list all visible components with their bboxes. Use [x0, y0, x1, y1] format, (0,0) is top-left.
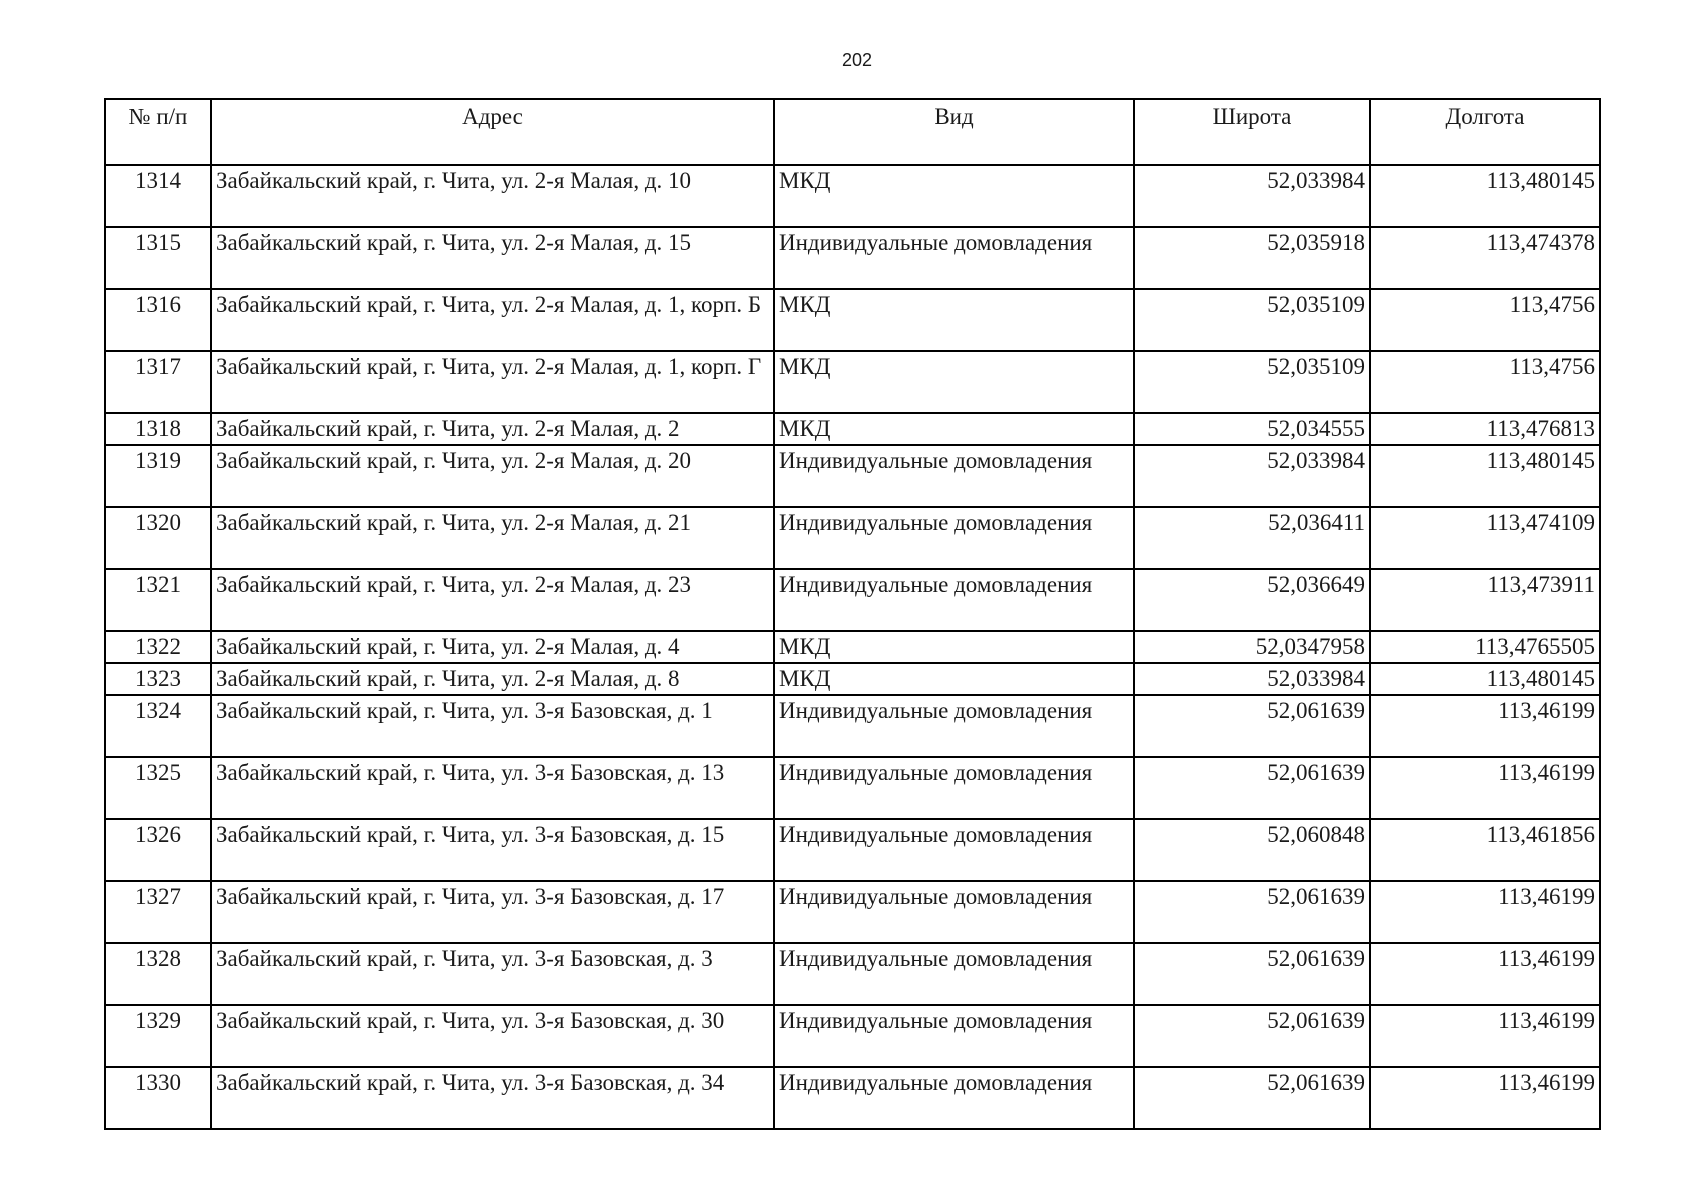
cell-latitude: 52,034555 — [1134, 413, 1370, 445]
cell-latitude: 52,033984 — [1134, 165, 1370, 227]
cell-kind: МКД — [774, 631, 1134, 663]
header-longitude: Долгота — [1370, 99, 1600, 165]
table-row — [105, 289, 1600, 351]
header-latitude: Широта — [1134, 99, 1370, 165]
cell-address: Забайкальский край, г. Чита, ул. 2-я Малая, д. 20 — [211, 445, 774, 507]
cell-latitude: 52,060848 — [1134, 819, 1370, 881]
table-row — [105, 631, 1600, 663]
cell-address: Забайкальский край, г. Чита, ул. 3-я Базовская, д. 15 — [211, 819, 774, 881]
cell-address: Забайкальский край, г. Чита, ул. 3-я Базовская, д. 34 — [211, 1067, 774, 1129]
cell-number: 1317 — [105, 351, 211, 413]
table-row — [105, 445, 1600, 507]
cell-number: 1328 — [105, 943, 211, 1005]
table-row — [105, 569, 1600, 631]
cell-number: 1315 — [105, 227, 211, 289]
cell-latitude: 52,0347958 — [1134, 631, 1370, 663]
cell-longitude: 113,4756 — [1370, 289, 1600, 351]
cell-latitude: 52,061639 — [1134, 1005, 1370, 1067]
cell-kind: Индивидуальные домовладения — [774, 227, 1134, 289]
cell-number: 1319 — [105, 445, 211, 507]
header-address: Адрес — [211, 99, 774, 165]
cell-address: Забайкальский край, г. Чита, ул. 2-я Малая, д. 1, корп. Г — [211, 351, 774, 413]
cell-longitude: 113,46199 — [1370, 943, 1600, 1005]
cell-number: 1330 — [105, 1067, 211, 1129]
cell-latitude: 52,061639 — [1134, 943, 1370, 1005]
cell-longitude: 113,4765505 — [1370, 631, 1600, 663]
table-row — [105, 757, 1600, 819]
table-row — [105, 1005, 1600, 1067]
cell-kind: Индивидуальные домовладения — [774, 757, 1134, 819]
cell-longitude: 113,473911 — [1370, 569, 1600, 631]
cell-address: Забайкальский край, г. Чита, ул. 3-я Базовская, д. 17 — [211, 881, 774, 943]
cell-longitude: 113,46199 — [1370, 1005, 1600, 1067]
table-row — [105, 695, 1600, 757]
cell-latitude: 52,035109 — [1134, 351, 1370, 413]
header-kind: Вид — [774, 99, 1134, 165]
cell-latitude: 52,033984 — [1134, 663, 1370, 695]
cell-address: Забайкальский край, г. Чита, ул. 2-я Малая, д. 8 — [211, 663, 774, 695]
cell-latitude: 52,061639 — [1134, 695, 1370, 757]
table-row — [105, 413, 1600, 445]
cell-address: Забайкальский край, г. Чита, ул. 2-я Малая, д. 23 — [211, 569, 774, 631]
cell-number: 1324 — [105, 695, 211, 757]
cell-latitude: 52,061639 — [1134, 881, 1370, 943]
cell-kind: Индивидуальные домовладения — [774, 1067, 1134, 1129]
cell-address: Забайкальский край, г. Чита, ул. 3-я Базовская, д. 3 — [211, 943, 774, 1005]
cell-kind: МКД — [774, 289, 1134, 351]
cell-kind: Индивидуальные домовладения — [774, 445, 1134, 507]
table-row — [105, 819, 1600, 881]
cell-latitude: 52,035109 — [1134, 289, 1370, 351]
cell-number: 1329 — [105, 1005, 211, 1067]
cell-address: Забайкальский край, г. Чита, ул. 2-я Малая, д. 4 — [211, 631, 774, 663]
cell-longitude: 113,476813 — [1370, 413, 1600, 445]
cell-kind: Индивидуальные домовладения — [774, 943, 1134, 1005]
table-row — [105, 943, 1600, 1005]
cell-longitude: 113,46199 — [1370, 881, 1600, 943]
cell-address: Забайкальский край, г. Чита, ул. 2-я Малая, д. 10 — [211, 165, 774, 227]
cell-kind: Индивидуальные домовладения — [774, 819, 1134, 881]
cell-longitude: 113,474109 — [1370, 507, 1600, 569]
cell-kind: Индивидуальные домовладения — [774, 881, 1134, 943]
page-number: 202 — [841, 50, 873, 70]
cell-address: Забайкальский край, г. Чита, ул. 2-я Малая, д. 1, корп. Б — [211, 289, 774, 351]
cell-address: Забайкальский край, г. Чита, ул. 2-я Малая, д. 21 — [211, 507, 774, 569]
cell-number: 1321 — [105, 569, 211, 631]
cell-kind: МКД — [774, 663, 1134, 695]
cell-longitude: 113,474378 — [1370, 227, 1600, 289]
cell-kind: Индивидуальные домовладения — [774, 1005, 1134, 1067]
cell-longitude: 113,480145 — [1370, 445, 1600, 507]
cell-longitude: 113,46199 — [1370, 757, 1600, 819]
cell-address: Забайкальский край, г. Чита, ул. 3-я Базовская, д. 13 — [211, 757, 774, 819]
cell-address: Забайкальский край, г. Чита, ул. 3-я Базовская, д. 1 — [211, 695, 774, 757]
cell-latitude: 52,035918 — [1134, 227, 1370, 289]
table-row — [105, 351, 1600, 413]
table-row — [105, 227, 1600, 289]
cell-latitude: 52,036649 — [1134, 569, 1370, 631]
cell-number: 1326 — [105, 819, 211, 881]
cell-address: Забайкальский край, г. Чита, ул. 2-я Малая, д. 2 — [211, 413, 774, 445]
cell-address: Забайкальский край, г. Чита, ул. 3-я Базовская, д. 30 — [211, 1005, 774, 1067]
cell-latitude: 52,061639 — [1134, 757, 1370, 819]
cell-longitude: 113,461856 — [1370, 819, 1600, 881]
table-header-row — [105, 99, 1600, 165]
cell-address: Забайкальский край, г. Чита, ул. 2-я Малая, д. 15 — [211, 227, 774, 289]
table-row — [105, 507, 1600, 569]
cell-number: 1323 — [105, 663, 211, 695]
cell-number: 1314 — [105, 165, 211, 227]
cell-latitude: 52,036411 — [1134, 507, 1370, 569]
cell-longitude: 113,4756 — [1370, 351, 1600, 413]
cell-kind: Индивидуальные домовладения — [774, 569, 1134, 631]
cell-longitude: 113,480145 — [1370, 663, 1600, 695]
cell-longitude: 113,480145 — [1370, 165, 1600, 227]
cell-longitude: 113,46199 — [1370, 695, 1600, 757]
table-row — [105, 663, 1600, 695]
cell-number: 1325 — [105, 757, 211, 819]
table-row — [105, 881, 1600, 943]
cell-kind: МКД — [774, 351, 1134, 413]
cell-kind: Индивидуальные домовладения — [774, 695, 1134, 757]
cell-number: 1316 — [105, 289, 211, 351]
table-body — [105, 165, 1600, 1129]
header-number: № п/п — [105, 99, 211, 165]
cell-number: 1327 — [105, 881, 211, 943]
cell-kind: Индивидуальные домовладения — [774, 507, 1134, 569]
table-row — [105, 165, 1600, 227]
cell-latitude: 52,061639 — [1134, 1067, 1370, 1129]
cell-kind: МКД — [774, 413, 1134, 445]
cell-longitude: 113,46199 — [1370, 1067, 1600, 1129]
cell-kind: МКД — [774, 165, 1134, 227]
cell-latitude: 52,033984 — [1134, 445, 1370, 507]
address-table — [104, 98, 1601, 1130]
cell-number: 1320 — [105, 507, 211, 569]
cell-number: 1322 — [105, 631, 211, 663]
cell-number: 1318 — [105, 413, 211, 445]
table-row — [105, 1067, 1600, 1129]
